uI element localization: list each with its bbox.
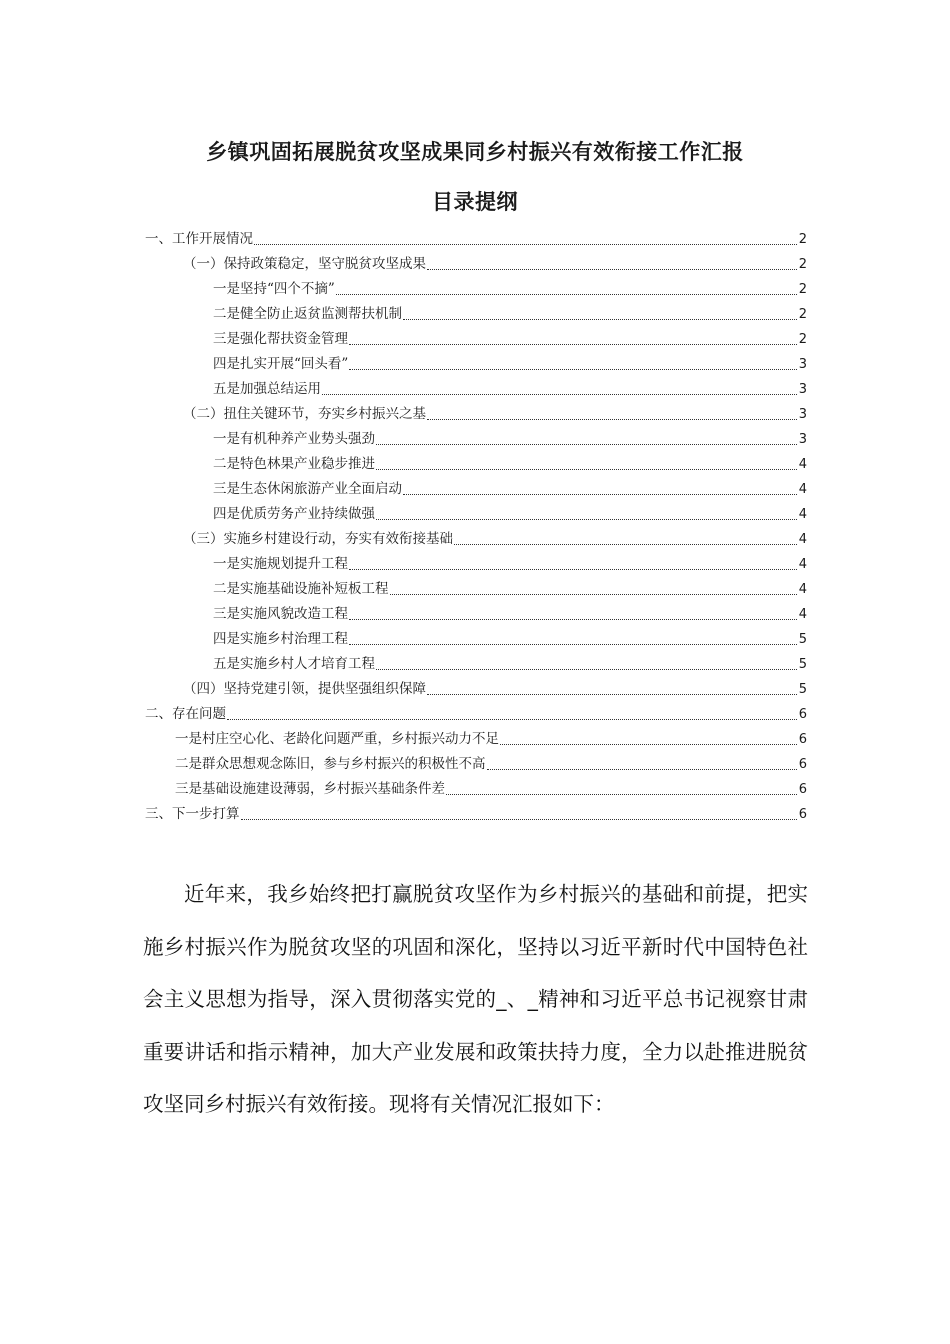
toc-entry-label: 一、工作开展情况 xyxy=(145,231,253,247)
toc-entry[interactable] xyxy=(145,502,807,527)
toc-page-number: 3 xyxy=(798,407,807,422)
toc-page-number: 6 xyxy=(798,757,807,772)
toc-entry-label: 三、下一步打算 xyxy=(145,806,240,822)
toc-dot-leader xyxy=(349,369,796,370)
toc-dot-leader xyxy=(403,494,797,495)
toc-dot-leader xyxy=(376,669,797,670)
toc-entry[interactable] xyxy=(145,352,807,377)
toc-entry[interactable] xyxy=(145,327,807,352)
toc-dot-leader xyxy=(349,569,797,570)
toc-entry-label: 一是实施规划提升工程 xyxy=(213,556,348,572)
toc-entry[interactable] xyxy=(145,302,807,327)
toc-entry[interactable] xyxy=(145,627,807,652)
toc-page-number: 4 xyxy=(798,532,807,547)
toc-entry[interactable] xyxy=(145,252,807,277)
toc-entry-label: 四是实施乡村治理工程 xyxy=(213,631,348,647)
toc-entry-label: 三是生态休闲旅游产业全面启动 xyxy=(213,481,402,497)
toc-dot-leader xyxy=(349,619,797,620)
toc-entry-label: 四是优质劳务产业持续做强 xyxy=(213,506,375,522)
toc-entry-label: 三是实施风貌改造工程 xyxy=(213,606,348,622)
toc-entry-label: 一是坚持“四个不摘” xyxy=(213,281,335,297)
toc-entry-label: 三是强化帮扶资金管理 xyxy=(213,331,348,347)
table-of-contents xyxy=(145,227,807,827)
toc-entry-label: 五是加强总结运用 xyxy=(213,381,321,397)
toc-page-number: 5 xyxy=(798,657,807,672)
toc-entry-label: 一是村庄空心化、老龄化问题严重，乡村振兴动力不足 xyxy=(175,731,499,747)
toc-entry-label: 三是基础设施建设薄弱，乡村振兴基础条件差 xyxy=(175,781,445,797)
toc-page-number: 6 xyxy=(798,782,807,797)
toc-dot-leader xyxy=(376,469,797,470)
toc-entry[interactable] xyxy=(145,377,807,402)
toc-dot-leader xyxy=(403,319,797,320)
toc-entry-label: （四）坚持党建引领，提供坚强组织保障 xyxy=(183,681,426,697)
toc-page-number: 4 xyxy=(798,507,807,522)
toc-entry[interactable] xyxy=(145,752,807,777)
toc-entry-label: （三）实施乡村建设行动，夯实有效衔接基础 xyxy=(183,531,453,547)
toc-dot-leader xyxy=(241,819,797,820)
toc-entry-label: 二是群众思想观念陈旧，参与乡村振兴的积极性不高 xyxy=(175,756,486,772)
toc-entry[interactable] xyxy=(145,527,807,552)
toc-entry[interactable] xyxy=(145,727,807,752)
toc-dot-leader xyxy=(227,719,797,720)
toc-dot-leader xyxy=(446,794,797,795)
toc-page-number: 4 xyxy=(798,457,807,472)
toc-page-number: 4 xyxy=(798,482,807,497)
toc-dot-leader xyxy=(322,394,797,395)
toc-entry-label: 一是有机种养产业势头强劲 xyxy=(213,431,375,447)
toc-entry-label: （二）扭住关键环节，夯实乡村振兴之基 xyxy=(183,406,426,422)
toc-page-number: 2 xyxy=(798,282,807,297)
toc-page-number: 4 xyxy=(798,557,807,572)
toc-page-number: 6 xyxy=(798,732,807,747)
toc-page-number: 3 xyxy=(798,382,807,397)
toc-dot-leader xyxy=(376,519,797,520)
toc-dot-leader xyxy=(487,769,797,770)
toc-entry[interactable] xyxy=(145,427,807,452)
toc-entry[interactable] xyxy=(145,402,807,427)
toc-page-number: 2 xyxy=(798,307,807,322)
toc-page-number: 6 xyxy=(798,707,807,722)
toc-entry-label: 二是实施基础设施补短板工程 xyxy=(213,581,389,597)
toc-entry[interactable] xyxy=(145,802,807,827)
toc-entry[interactable] xyxy=(145,477,807,502)
toc-dot-leader xyxy=(349,344,797,345)
toc-dot-leader xyxy=(427,694,797,695)
document-title: 乡镇巩固拓展脱贫攻坚成果同乡村振兴有效衔接工作汇报 xyxy=(206,140,744,164)
toc-entry-label: 五是实施乡村人才培育工程 xyxy=(213,656,375,672)
toc-entry-label: 四是扎实开展“回头看” xyxy=(213,356,349,372)
toc-page-number: 4 xyxy=(798,582,807,597)
toc-dot-leader xyxy=(390,594,797,595)
toc-entry-label: 二是健全防止返贫监测帮扶机制 xyxy=(213,306,402,322)
toc-entry-label: （一）保持政策稳定，坚守脱贫攻坚成果 xyxy=(183,256,426,272)
toc-entry[interactable] xyxy=(145,702,807,727)
toc-heading: 目录提纲 xyxy=(432,190,518,214)
toc-dot-leader xyxy=(254,244,797,245)
toc-page-number: 2 xyxy=(798,257,807,272)
toc-page-number: 3 xyxy=(798,432,807,447)
toc-page-number: 5 xyxy=(798,682,807,697)
toc-entry[interactable] xyxy=(145,227,807,252)
toc-entry[interactable] xyxy=(145,677,807,702)
toc-entry[interactable] xyxy=(145,777,807,802)
toc-entry[interactable] xyxy=(145,577,807,602)
toc-entry[interactable] xyxy=(145,552,807,577)
toc-entry[interactable] xyxy=(145,652,807,677)
toc-page-number: 6 xyxy=(798,807,807,822)
body-paragraph: 近年来，我乡始终把打赢脱贫攻坚作为乡村振兴的基础和前提，把实施乡村振兴作为脱贫攻坚的巩固和深化，坚持以习近平新时代中国特色社会主义思想为指导，深入贯彻落实党的_、_精神和习近平总书记视察甘肃重要讲话和指示精神，加大产业发展和政策扶持力度，全力以赴推进脱贫攻坚同乡村振兴有效衔接。现将有关情况汇报如下： xyxy=(143,882,808,1116)
toc-page-number: 2 xyxy=(798,332,807,347)
toc-page-number: 5 xyxy=(798,632,807,647)
toc-page-number: 3 xyxy=(798,357,807,372)
toc-page-number: 4 xyxy=(798,607,807,622)
toc-entry[interactable] xyxy=(145,277,807,302)
toc-entry-label: 二、存在问题 xyxy=(145,706,226,722)
toc-dot-leader xyxy=(454,544,797,545)
toc-dot-leader xyxy=(336,294,797,295)
toc-dot-leader xyxy=(427,419,797,420)
toc-entry-label: 二是特色林果产业稳步推进 xyxy=(213,456,375,472)
toc-dot-leader xyxy=(427,269,797,270)
toc-entry[interactable] xyxy=(145,602,807,627)
toc-dot-leader xyxy=(376,444,797,445)
toc-entry[interactable] xyxy=(145,452,807,477)
toc-page-number: 2 xyxy=(798,232,807,247)
toc-dot-leader xyxy=(500,744,797,745)
toc-dot-leader xyxy=(349,644,797,645)
